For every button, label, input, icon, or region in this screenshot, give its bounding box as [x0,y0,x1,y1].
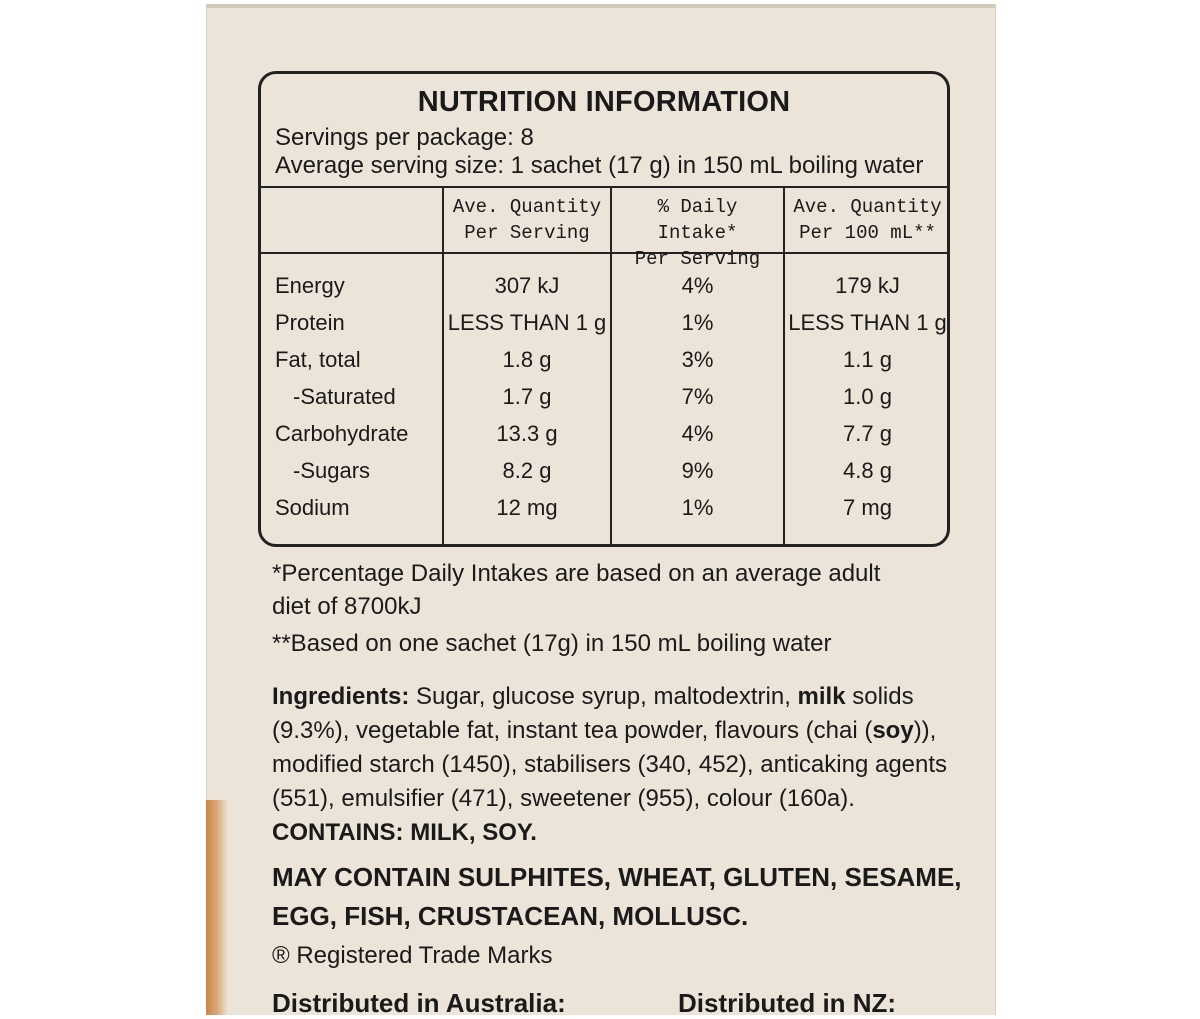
nutrient-name: -Sugars [293,458,371,483]
per-100ml-value: 7.7 g [843,421,892,446]
nutrient-name: Carbohydrate [275,421,409,446]
per-serving-value: 1.7 g [502,384,552,409]
daily-intake-value: 7% [681,384,714,409]
contains-statement: CONTAINS: MILK, SOY. [272,819,537,846]
nutrition-header [261,74,947,188]
ingredients-text [272,680,972,816]
per-serving-value: 12 mg [496,495,558,520]
ingredients-label: Ingredients: [272,683,410,710]
per-sachet-footnote: **Based on one sachet (17g) in 150 mL boiling water [272,630,832,657]
per-100ml-value: 179 kJ [835,273,900,298]
column-header-line: % Daily Intake* [657,196,738,244]
table-row [261,415,947,452]
header-divider [261,252,947,254]
per-100ml-value: LESS THAN 1 g [788,310,947,335]
daily-intake-value: 4% [681,421,714,446]
may-contain-statement: MAY CONTAIN SULPHITES, WHEAT, GLUTEN, SESAME, EGG, FISH, CRUSTACEAN, MOLLUSC. [272,862,962,931]
per-serving-value: 13.3 g [496,421,558,446]
trademark-note: ® Registered Trade Marks [272,942,553,969]
table-row [261,452,947,489]
nutrient-name: Fat, total [275,347,361,372]
servings-per-package: Servings per package: 8 [275,124,534,151]
ingredients-part: solids (9.3%), vegetable fat, instant tea powder, flavours (chai ( [272,683,914,744]
nutrient-name: Protein [275,310,345,335]
column-header-per-100ml [785,194,950,246]
table-row [261,304,947,341]
ingredients-part: )), modified starch (1450), stabilisers (340, 452), anticaking agents (551), emulsifier (471), sweetener (955), colour (160a). [272,717,948,812]
column-header-line: Per Serving [464,222,590,244]
column-header-daily-intake [612,194,783,272]
ingredients-part: Sugar, glucose syrup, maltodextrin, [409,683,798,710]
nutrition-title: NUTRITION INFORMATION [417,86,791,118]
daily-intake-value: 9% [681,458,714,483]
panel-top-edge [207,4,995,8]
nutrition-panel [258,71,950,547]
allergen-soy: soy [872,717,914,744]
column-header-line: Per 100 mL** [799,222,936,244]
nutrient-name: Sodium [275,495,350,520]
table-row [261,341,947,378]
daily-intake-value: 3% [681,347,714,372]
per-100ml-value: 1.1 g [843,347,892,372]
distributed-australia: Distributed in Australia: [272,988,566,1018]
per-100ml-value: 1.0 g [843,384,892,409]
daily-intake-footnote: *Percentage Daily Intakes are based on an average adult diet of 8700kJ [272,560,881,620]
per-serving-value: LESS THAN 1 g [447,310,607,335]
per-100ml-value: 4.8 g [843,458,892,483]
per-serving-value: 8.2 g [502,458,552,483]
nutrient-name: -Saturated [293,384,396,409]
serving-size: Average serving size: 1 sachet (17 g) in 150 mL boiling water [275,152,924,179]
table-row [261,489,947,526]
per-serving-value: 307 kJ [494,273,560,298]
table-row [261,267,947,304]
table-row [261,378,947,415]
package-image-edge [206,800,228,1015]
column-header-line: Per Serving [634,248,761,270]
per-serving-value: 1.8 g [502,347,552,372]
daily-intake-value: 4% [681,273,714,298]
column-header-line: Ave. Quantity [793,196,942,218]
nutrient-name: Energy [275,273,345,298]
nutrition-table [261,186,947,544]
daily-intake-value: 1% [681,495,714,520]
per-100ml-value: 7 mg [843,495,892,520]
allergen-milk: milk [797,683,846,710]
distributed-nz: Distributed in NZ: [678,988,897,1018]
daily-intake-value: 1% [681,310,714,335]
column-header-line: Ave. Quantity [452,196,602,218]
column-header-per-serving [444,194,610,246]
